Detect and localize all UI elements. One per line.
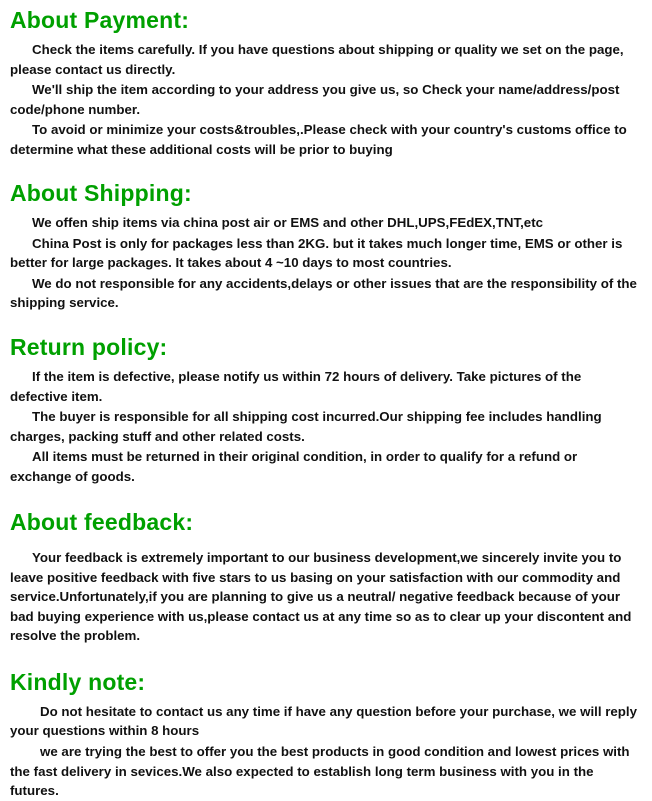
paragraph: We offen ship items via china post air or EMS and other DHL,UPS,FEdEX,TNT,etc bbox=[32, 215, 544, 231]
paragraph: Do not hesitate to contact us any time if have any question before your purchase, we will reply your questions within 8 hours bbox=[10, 703, 638, 739]
paragraph: All items must be returned in their original condition, in order to qualify for a refund or exchange of goods. bbox=[10, 449, 578, 484]
paragraph: we are trying the best to offer you the best products in good condition and lowest prices with the fast delivery in sevices.We also expected to establish long term business with you in the futures. bbox=[10, 743, 630, 799]
paragraph: We do not responsible for any accidents,delays or other issues that are the responsibility of the shipping service. bbox=[10, 275, 637, 311]
section-heading-about-shipping: About Shipping: bbox=[10, 180, 192, 207]
section-heading-about-payment: About Payment: bbox=[10, 7, 190, 33]
section-kindly-note bbox=[10, 668, 638, 801]
paragraph: Check the items carefully. If you have questions about shipping or quality we set on the page, please contact us directly. bbox=[10, 42, 624, 77]
section-heading-kindly-note: Kindly note: bbox=[10, 668, 146, 695]
section-about-feedback bbox=[10, 508, 638, 646]
section-about-payment bbox=[10, 6, 638, 159]
paragraph: If the item is defective, please notify us within 72 hours of delivery. Take pictures of the defective item. bbox=[10, 368, 582, 404]
paragraph: The buyer is responsible for all shipping cost incurred.Our shipping fee includes handling charges, packing stuff and other related costs. bbox=[10, 409, 602, 444]
section-heading-return-policy: Return policy: bbox=[10, 333, 168, 360]
paragraph: Your feedback is extremely important to our business development,we sincerely invite you to leave positive feedback with five stars to us basing on your satisfaction with our commodity and service.Unfortunately,if you are planning to give us a neutral/ negative feedback because of your bad buying experience with us,please contact us at any time so as to clear up your discontent and resolve the problem. bbox=[10, 550, 632, 644]
paragraph: To avoid or minimize your costs&troubles,.Please check with your country's customs office to determine what these additional costs will be prior to buying bbox=[10, 122, 627, 157]
paragraph: China Post is only for packages less than 2KG. but it takes much longer time, EMS or other is better for large packages. It takes about 4 ~10 days to most countries. bbox=[10, 235, 623, 271]
section-return-policy bbox=[10, 333, 638, 486]
paragraph: We'll ship the item according to your address you give us, so Check your name/address/post code/phone number. bbox=[10, 82, 620, 117]
section-heading-about-feedback: About feedback: bbox=[10, 509, 194, 536]
section-about-shipping bbox=[10, 179, 638, 313]
